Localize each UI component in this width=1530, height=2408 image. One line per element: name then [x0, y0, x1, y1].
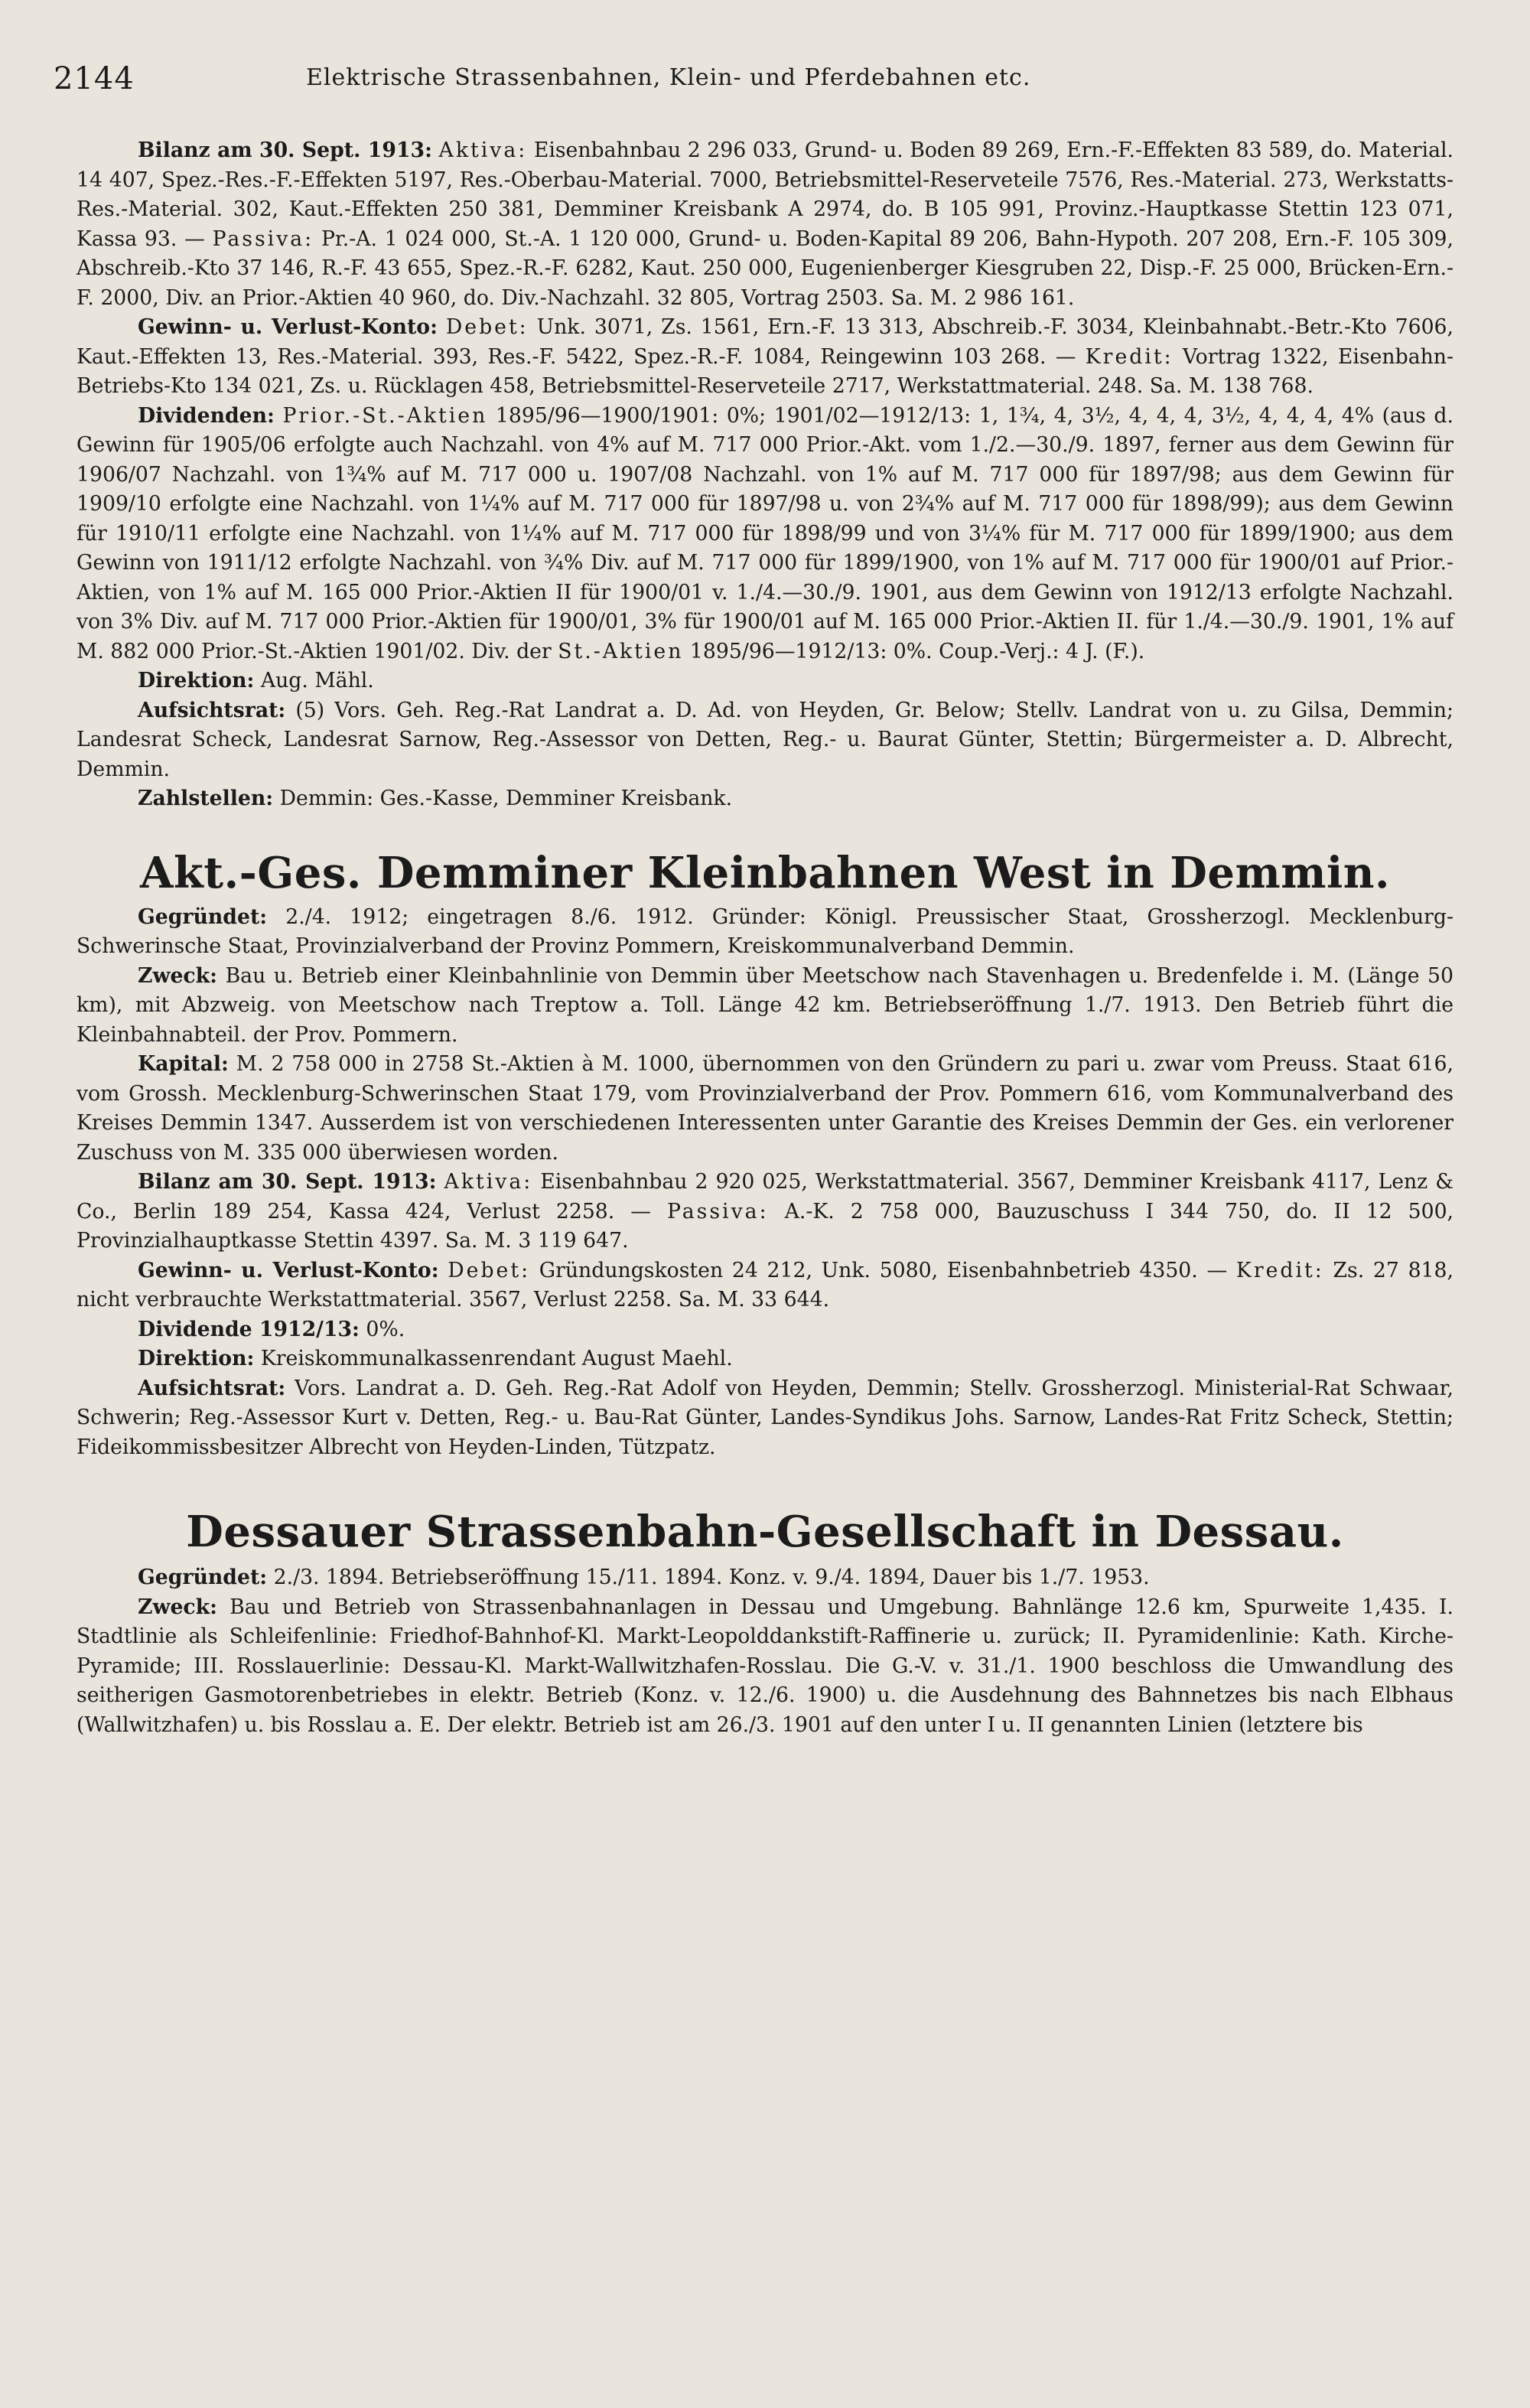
section-demminer-kleinbahnen [76, 846, 1454, 1463]
paragraph-guv [76, 1256, 1454, 1315]
page-number: 2144 [54, 61, 135, 96]
text-bilanz-passiva: Pr.-A. 1 024 000, St.-A. 1 120 000, Grund- u. Boden-Kapital 89 206, Bahn-Hypoth. 207 208, Ern.-F. 105 309, Abschreib.-Kto 37 146, R.-F. 43 655, Spez.-R.-F. 6282, Kaut. 250 000, Eugenienberger Kiesgruben 22, Disp.-F. 25 000, Brücken-Ern.-F. 2000, Div. an Prior.-Aktien 40 960, do. Div.-Nachzahl. 32 805, Vortrag 2503. Sa. M. 2 986 161. [76, 226, 1454, 310]
label-zweck: Zweck: [138, 1595, 218, 1619]
section-dessauer-strassenbahn [76, 1505, 1454, 1740]
paragraph-bilanz [76, 136, 1454, 313]
company-title-dessau: Dessauer Strassenbahn-Gesellschaft in Dessau. [186, 1507, 1344, 1557]
text-bilanz-aktiva: Eisenbahnbau 2 296 033, Grund- u. Boden 89 269, Ern.-F.-Effekten 83 589, do. Material. 14 407, Spez.-Res.-F.-Effekten 5197, Res.-Oberbau-Material. 7000, Betriebsmittel-Reserveteile 7576, Res.-Material. 273, Werkstatts-Res.-Material. 302, Kaut.-Effekten 250 381, Demminer Kreisbank A 2974, do. B 105 991, Provinz.-Hauptkasse Stettin 123 071, Kassa 93. — [76, 138, 1454, 251]
text-direktion: Aug. Mähl. [260, 669, 374, 692]
text-guv-kredit: Vortrag 1322, Eisenbahn-Betriebs-Kto 134 021, Zs. u. Rücklagen 458, Betriebsmittel-Reserveteile 2717, Werkstattmaterial. 248. Sa. M. 138 768. [76, 344, 1454, 398]
label-passiva: Passiva: [666, 1199, 769, 1224]
label-bilanz: Bilanz am 30. Sept. 1913: [138, 138, 432, 162]
text-guv-debet: Unk. 3071, Zs. 1561, Ern.-F. 13 313, Abschreib.-F. 3034, Kleinbahnabt.-Betr.-Kto 7606, Kaut.-Effekten 13, Res.-Material. 393, Res.-F. 5422, Spez.-R.-F. 1084, Reingewinn 103 268. — [76, 315, 1454, 369]
page-content [76, 136, 1454, 1740]
text-direktion: Kreiskommunalkassenrendant August Maehl. [260, 1347, 733, 1370]
label-debet: Debet: [448, 1258, 531, 1282]
paragraph-gegruendet [76, 1563, 1454, 1593]
paragraph-gegruendet [76, 903, 1454, 962]
text-dividenden-2: 1895/96—1912/13: 0%. Coup.-Verj.: 4 J. (F.). [689, 639, 1145, 663]
paragraph-zweck [76, 962, 1454, 1051]
text-dividenden-1: 1895/96—1900/1901: 0%; 1901/02—1912/13: 1, 1¾, 4, 3½, 4, 4, 4, 3½, 4, 4, 4, 4% (aus d. Gewinn für 1905/06 erfolgte auch Nachzahl. von 4% auf M. 717 000 Prior.-Akt. vom 1./2.—30./9. 1897, ferner aus dem Gewinn für 1906/07 Nachzahl. von 1¾% auf M. 717 000 u. 1907/08 Nachzahl. von 1% auf M. 717 000 für 1897/98; aus dem Gewinn für 1909/10 erfolgte eine Nachzahl. von 1¼% auf M. 717 000 für 1897/98 u. von 2¾% auf M. 717 000 für 1898/99); aus dem Gewinn für 1910/11 erfolgte eine Nachzahl. von 1¼% auf M. 717 000 für 1898/99 und von 3¼% für M. 717 000 für 1899/1900; aus dem Gewinn von 1911/12 erfolgte Nachzahl. von ¾% Div. auf M. 717 000 für 1899/1900, von 1% auf M. 717 000 für 1900/01 auf Prior.-Aktien, von 1% auf M. 165 000 Prior.-Aktien II für 1900/01 v. 1./4.—30./9. 1901, aus dem Gewinn von 1912/13 erfolgte Nachzahl. von 3% Div. auf M. 717 000 Prior.-Aktien für 1900/01, 3% für 1900/01 auf M. 165 000 Prior.-Aktien II. für 1./4.—30./9. 1901, 1% auf M. 882 000 Prior.-St.-Aktien 1901/02. Div. der [76, 403, 1454, 663]
paragraph-dividenden [76, 402, 1454, 667]
text-gegruendet: 2./3. 1894. Betriebseröffnung 15./11. 1894. Konz. v. 9./4. 1894, Dauer bis 1./7. 1953. [273, 1566, 1150, 1589]
label-aufsichtsrat: Aufsichtsrat: [138, 698, 286, 722]
label-passiva: Passiva: [212, 226, 314, 251]
paragraph-guv [76, 313, 1454, 402]
label-st-aktien: St.-Aktien [558, 639, 684, 663]
text-bilanz-aktiva: Eisenbahnbau 2 920 025, Werkstattmaterial. 3567, Demminer Kreisbank 4117, Lenz & Co., Berlin 189 254, Kassa 424, Verlust 2258. — [76, 1170, 1454, 1224]
label-gegruendet: Gegründet: [138, 1566, 268, 1589]
text-guv-debet: Gründungskosten 24 212, Unk. 5080, Eisenbahnbetrieb 4350. — [539, 1258, 1228, 1282]
text-bilanz-passiva: A.-K. 2 758 000, Bauzuschuss I 344 750, do. II 12 500, Provinzialhauptkasse Stettin 4397. Sa. M. 3 119 647. [76, 1199, 1454, 1253]
text-aufsichtsrat: Vors. Landrat a. D. Geh. Reg.-Rat Adolf von Heyden, Demmin; Stellv. Grossherzogl. Ministerial-Rat Schwaar, Schwerin; Reg.-Assessor Kurt v. Detten, Reg.- u. Bau-Rat Günter, Landes-Syndikus Johs. Sarnow, Landes-Rat Fritz Scheck, Stettin; Fideikommissbesitzer Albrecht von Heyden-Linden, Tützpatz. [76, 1376, 1454, 1459]
text-zweck: Bau und Betrieb von Strassenbahnanlagen in Dessau und Umgebung. Bahnlänge 12.6 km, Spurweite 1,435. I. Stadtlinie als Schleifenlinie: Friedhof-Bahnhof-Kl. Markt-Leopolddankstift-Raffinerie u. zurück; II. Pyramidenlinie: Kath. Kirche-Pyramide; III. Rosslauerlinie: Dessau-Kl. Markt-Wallwitzhafen-Rosslau. Die G.-V. v. 31./1. 1900 beschloss die Umwandlung des seitherigen Gasmotorenbetriebes in elektr. Betrieb (Konz. v. 12./6. 1900) u. die Ausdehnung des Bahnnetzes bis nach Elbhaus (Wallwitzhafen) u. bis Rosslau a. E. Der elektr. Betrieb ist am 26./3. 1901 auf den unter I u. II genannten Linien (letztere bis [76, 1595, 1454, 1737]
label-dividenden: Dividenden: [138, 403, 275, 428]
paragraph-bilanz [76, 1168, 1454, 1256]
running-header-title: Elektrische Strassenbahnen, Klein- und Pferdebahnen etc. [306, 64, 1031, 91]
running-header [54, 61, 1476, 99]
text-kapital: M. 2 758 000 in 2758 St.-Aktien à M. 1000, übernommen von den Gründern zu pari u. zwar vom Preuss. Staat 616, vom Grossh. Mecklenburg-Schwerinschen Staat 179, vom Provinzialverband der Prov. Pommern 616, vom Kommunalverband des Kreises Demmin 1347. Ausserdem ist von verschiedenen Interessenten unter Garantie des Kreises Demmin der Ges. ein verlorener Zuschuss von M. 335 000 überwiesen worden. [76, 1052, 1454, 1165]
paragraph-direktion [76, 666, 1454, 696]
text-guv-kredit: Zs. 27 818, nicht verbrauchte Werkstattmaterial. 3567, Verlust 2258. Sa. M. 33 644. [76, 1258, 1454, 1312]
text-zweck: Bau u. Betrieb einer Kleinbahnlinie von Demmin über Meetschow nach Stavenhagen u. Bredenfelde i. M. (Länge 50 km), mit Abzweig. von Meetschow nach Treptow a. Toll. Länge 42 km. Betriebseröffnung 1./7. 1913. Den Betrieb führt die Kleinbahnabteil. der Prov. Pommern. [76, 963, 1454, 1047]
paragraph-direktion [76, 1344, 1454, 1374]
label-zahlstellen: Zahlstellen: [138, 787, 274, 810]
section-previous-company [76, 136, 1454, 814]
label-guv: Gewinn- u. Verlust-Konto: [138, 1258, 439, 1282]
label-bilanz: Bilanz am 30. Sept. 1913: [138, 1170, 437, 1194]
text-aufsichtsrat: (5) Vors. Geh. Reg.-Rat Landrat a. D. Ad. von Heyden, Gr. Below; Stellv. Landrat von u. zu Gilsa, Demmin; Landesrat Scheck, Landesrat Sarnow, Reg.-Assessor von Detten, Reg.- u. Baurat Günter, Stettin; Bürgermeister a. D. Albrecht, Demmin. [76, 698, 1454, 781]
paragraph-zahlstellen [76, 784, 1454, 814]
label-aktiva: Aktiva: [444, 1170, 533, 1194]
label-debet: Debet: [445, 315, 529, 339]
label-dividende: Dividende 1912/13: [138, 1317, 360, 1341]
paragraph-dividende [76, 1315, 1454, 1345]
label-kredit: Kredit: [1235, 1258, 1324, 1282]
company-title-demmin: Akt.-Ges. Demminer Kleinbahnen West in Demmin. [140, 847, 1390, 898]
text-dividende: 0%. [366, 1317, 405, 1341]
paragraph-zweck [76, 1593, 1454, 1741]
label-direktion: Direktion: [138, 669, 255, 692]
label-direktion: Direktion: [138, 1347, 255, 1370]
label-kredit: Kredit: [1085, 344, 1174, 369]
paragraph-kapital [76, 1050, 1454, 1168]
text-zahlstellen: Demmin: Ges.-Kasse, Demminer Kreisbank. [279, 787, 733, 810]
paragraph-aufsichtsrat [76, 1374, 1454, 1463]
label-zweck: Zweck: [138, 963, 218, 988]
label-kapital: Kapital: [138, 1052, 229, 1076]
text-gegruendet: 2./4. 1912; eingetragen 8./6. 1912. Gründer: Königl. Preussischer Staat, Grossherzogl. Mecklenburg-Schwerinsche Staat, Provinzialverband der Provinz Pommern, Kreiskommunalverband Demmin. [76, 904, 1454, 958]
label-guv: Gewinn- u. Verlust-Konto: [138, 315, 438, 339]
label-aktiva: Aktiva: [438, 138, 528, 162]
label-prior-st-aktien: Prior.-St.-Aktien [282, 403, 488, 428]
label-gegruendet: Gegründet: [138, 904, 268, 929]
paragraph-aufsichtsrat [76, 696, 1454, 785]
label-aufsichtsrat: Aufsichtsrat: [138, 1376, 286, 1400]
